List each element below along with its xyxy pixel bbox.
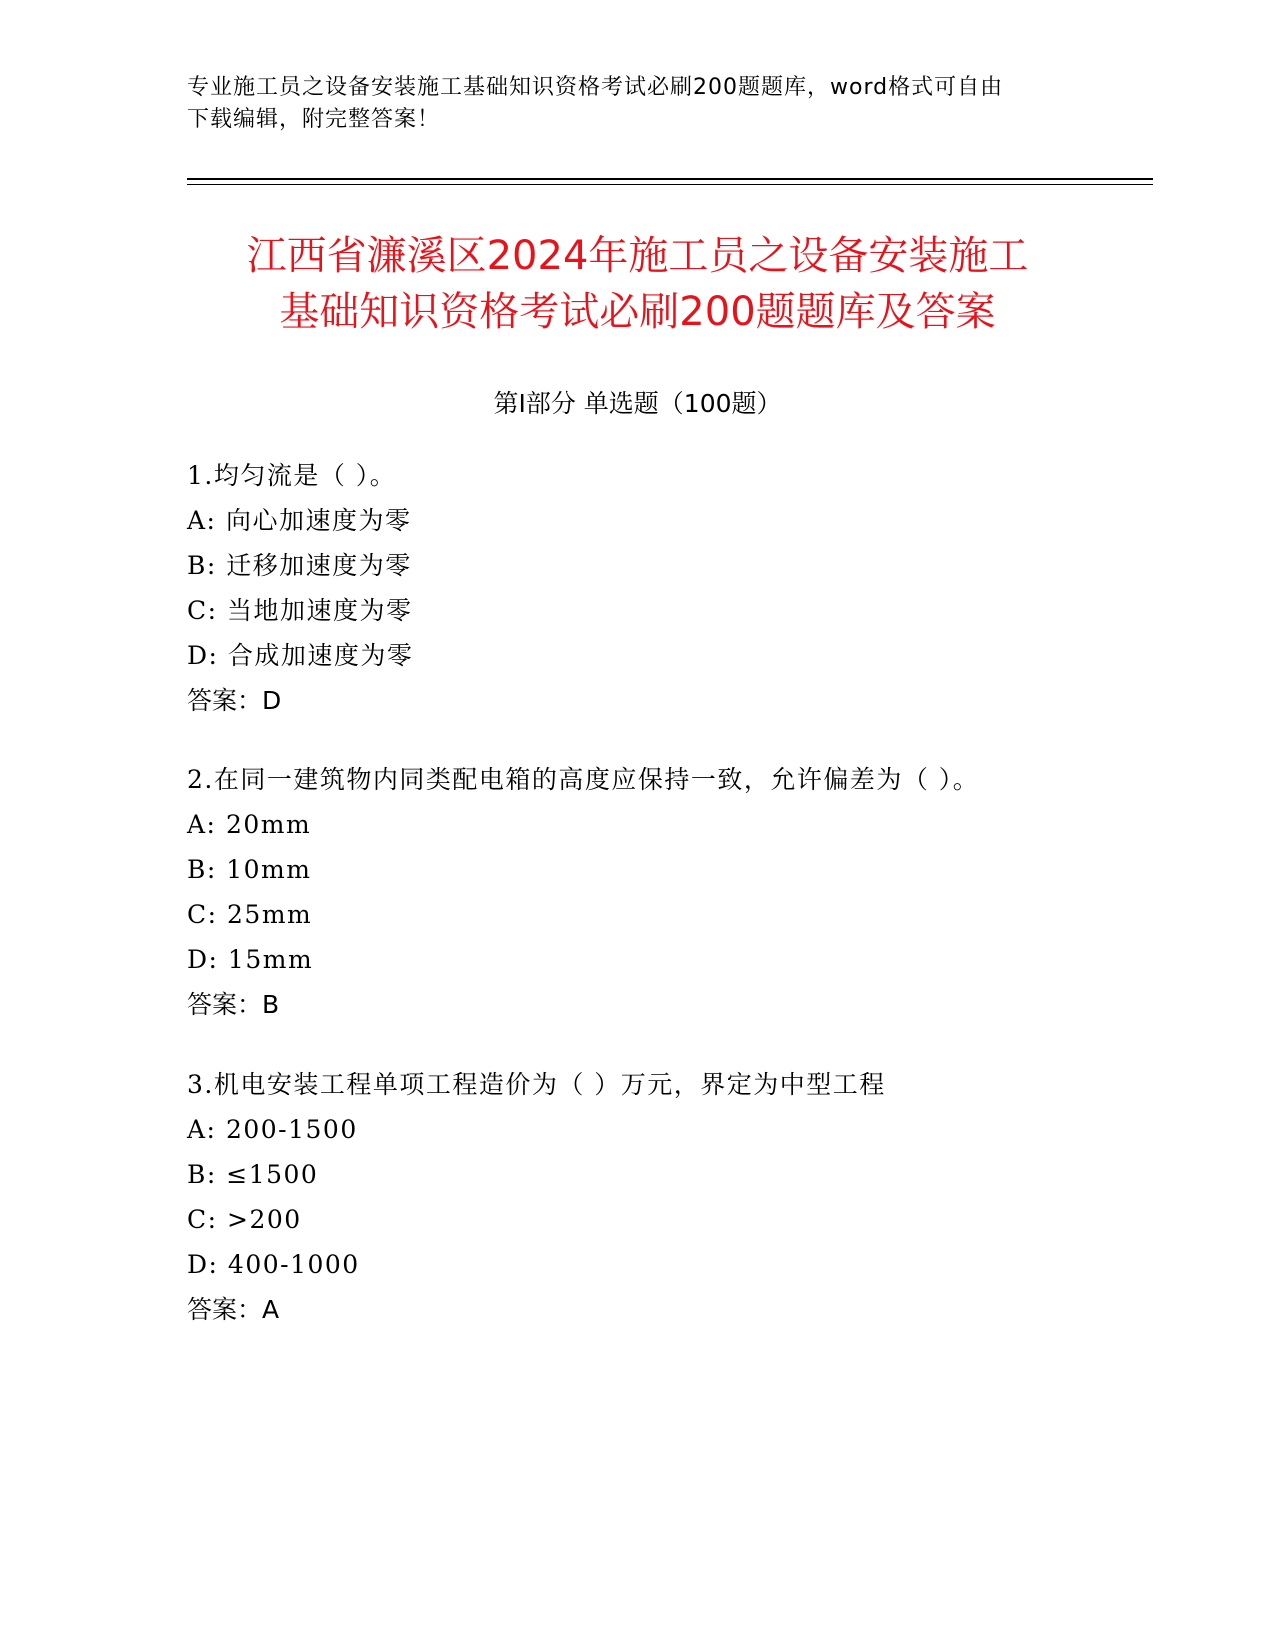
document-title-line-2: 基础知识资格考试必刷200题题库及答案 — [279, 289, 996, 335]
option-text: 合成加速度为零 — [227, 641, 414, 670]
option-a — [187, 1107, 1187, 1152]
option-label: D: — [187, 1250, 219, 1279]
option-text: 15mm — [227, 945, 314, 974]
option-label: D: — [187, 641, 219, 670]
option-label: A: — [187, 506, 217, 535]
option-label: A: — [187, 1115, 217, 1144]
option-text: 向心加速度为零 — [225, 506, 412, 535]
option-label: D: — [187, 945, 219, 974]
question-3 — [187, 1063, 1187, 1333]
option-label: B: — [187, 1160, 217, 1189]
header-divider-thin — [187, 184, 1153, 185]
option-label: B: — [187, 551, 217, 580]
header-note-line-1: 专业施工员之设备安装施工基础知识资格考试必刷200题题库，word格式可自由 — [187, 75, 1004, 100]
option-label: B: — [187, 855, 217, 884]
answer: 答案：A — [187, 1295, 280, 1324]
question-2 — [187, 758, 1187, 1028]
option-b — [187, 1152, 1187, 1197]
option-label: C: — [187, 900, 218, 929]
option-c — [187, 1197, 1187, 1242]
header-divider-thick — [187, 178, 1153, 180]
header-note — [187, 72, 1087, 136]
question-stem: 3.机电安装工程单项工程造价为（ ）万元，界定为中型工程 — [187, 1070, 886, 1099]
option-text: 400-1000 — [227, 1250, 360, 1279]
option-a — [187, 498, 1187, 543]
option-text: 25mm — [227, 900, 313, 929]
option-d — [187, 937, 1187, 982]
option-text: 当地加速度为零 — [227, 596, 413, 625]
document-title-line-1: 江西省濂溪区2024年施工员之设备安装施工 — [246, 233, 1029, 279]
option-c — [187, 588, 1187, 633]
question-1 — [187, 454, 1187, 724]
option-a — [187, 802, 1187, 847]
question-stem: 1.均匀流是（ ）。 — [187, 461, 397, 490]
option-label: A: — [187, 810, 217, 839]
option-c — [187, 892, 1187, 937]
option-text: 200-1500 — [225, 1115, 358, 1144]
option-text: 20mm — [225, 810, 312, 839]
section-heading: 第Ⅰ部分 单选题（100题） — [493, 389, 782, 418]
answer: 答案：D — [187, 686, 282, 715]
answer: 答案：B — [187, 990, 280, 1019]
option-b — [187, 847, 1187, 892]
option-text: >200 — [227, 1205, 302, 1234]
option-text: 迁移加速度为零 — [226, 551, 412, 580]
option-d — [187, 633, 1187, 678]
option-d — [187, 1242, 1187, 1287]
option-label: C: — [187, 596, 218, 625]
option-text: 10mm — [226, 855, 312, 884]
option-label: C: — [187, 1205, 218, 1234]
option-text: ≤1500 — [226, 1160, 319, 1189]
document-title — [150, 228, 1125, 340]
header-note-line-2: 下载编辑，附完整答案！ — [187, 107, 441, 132]
option-b — [187, 543, 1187, 588]
question-stem: 2.在同一建筑物内同类配电箱的高度应保持一致，允许偏差为（ ）。 — [187, 765, 980, 794]
